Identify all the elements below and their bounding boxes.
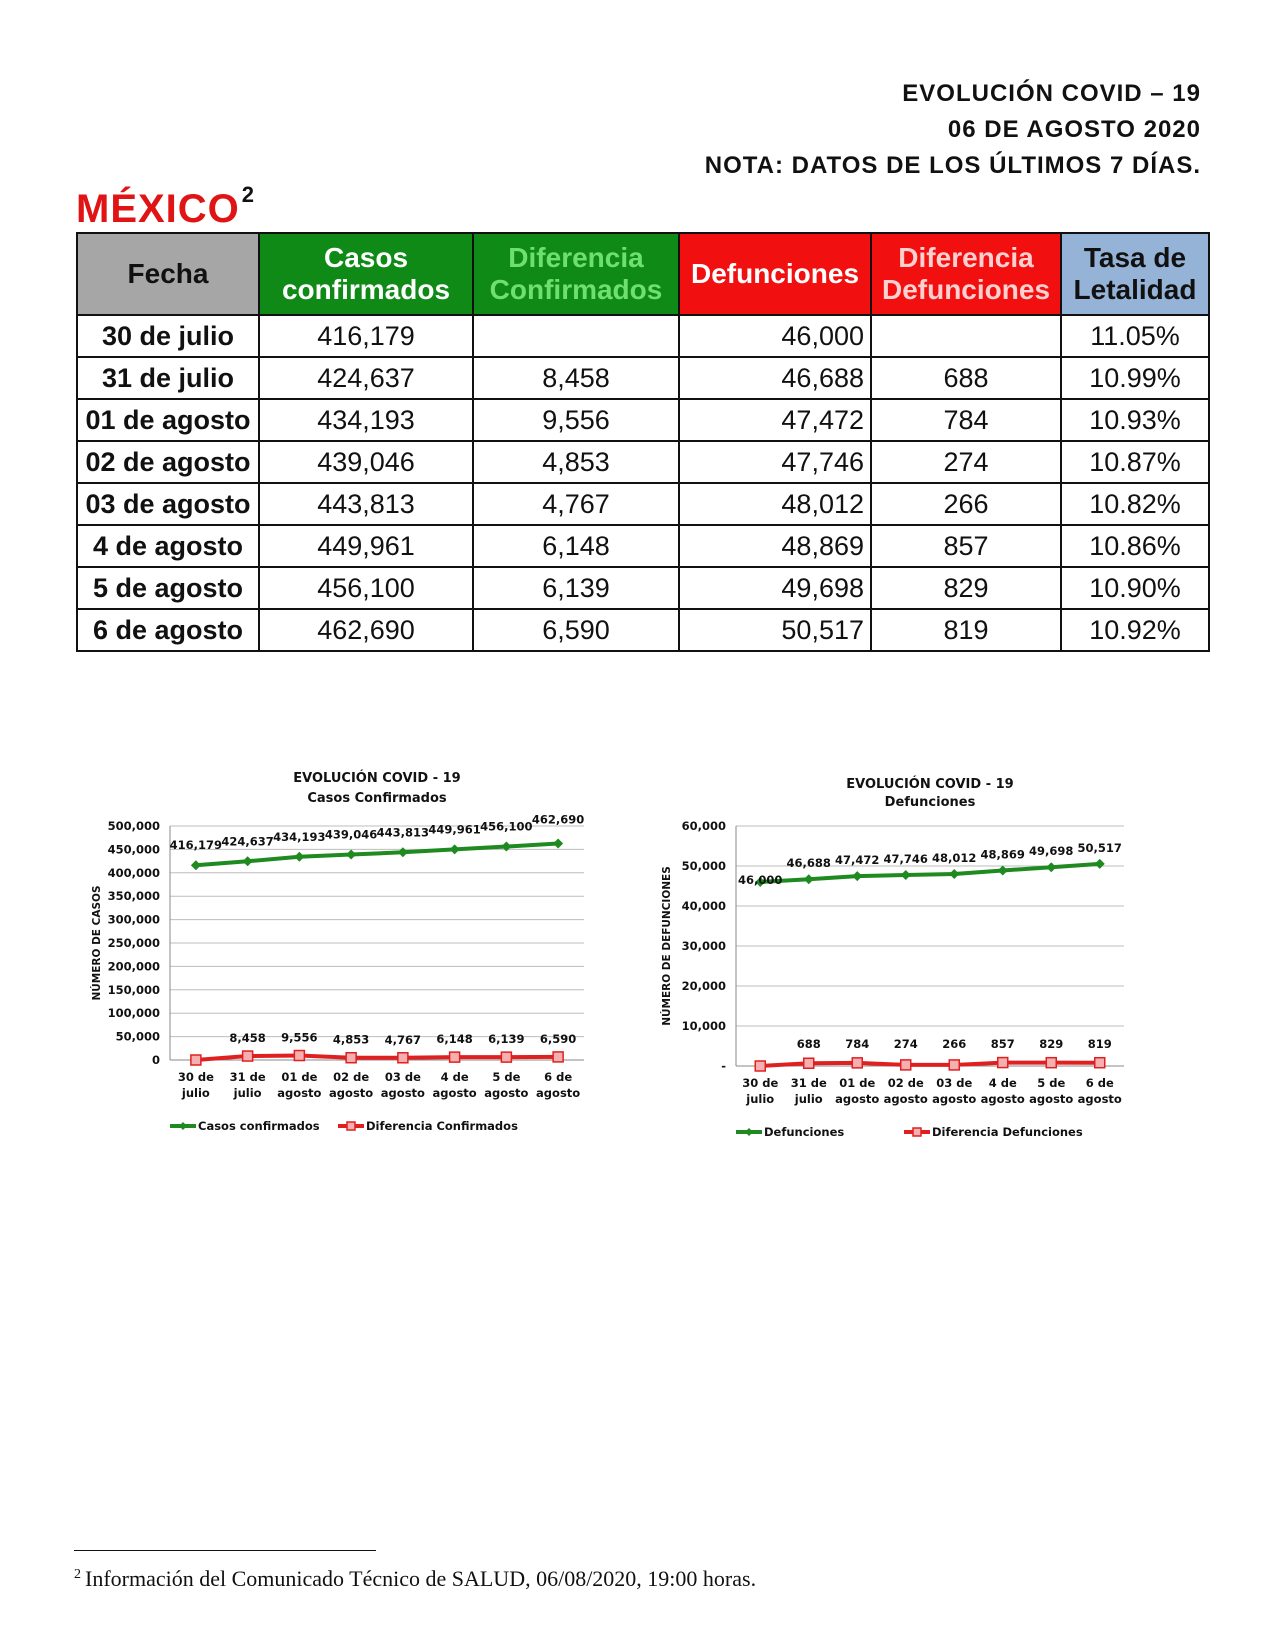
cell-fecha: 03 de agosto xyxy=(77,483,259,525)
cell-dif-confirmados: 6,590 xyxy=(473,609,679,651)
y-tick-label: 250,000 xyxy=(107,936,160,950)
data-label: 434,193 xyxy=(273,829,326,844)
cell-fecha: 5 de agosto xyxy=(77,567,259,609)
cell-defunciones: 49,698 xyxy=(679,567,871,609)
chart-svg xyxy=(84,760,624,1160)
data-label: 9,556 xyxy=(281,1030,318,1045)
chart-svg xyxy=(654,766,1194,1166)
y-tick-label: 0 xyxy=(151,1053,160,1067)
cell-dif-defunciones: 274 xyxy=(871,441,1061,483)
data-point xyxy=(294,1051,304,1061)
data-label: 424,637 xyxy=(221,834,274,849)
cell-dif-defunciones: 819 xyxy=(871,609,1061,651)
cell-tasa: 10.90% xyxy=(1061,567,1209,609)
x-tick-label: julio xyxy=(746,1092,775,1106)
cell-defunciones: 48,869 xyxy=(679,525,871,567)
cell-defunciones: 47,472 xyxy=(679,399,871,441)
data-point xyxy=(1046,862,1056,872)
data-point xyxy=(901,1060,911,1070)
legend-label: Casos confirmados xyxy=(198,1119,320,1133)
footnote-mark: 2 xyxy=(74,1567,81,1582)
data-label: 48,012 xyxy=(932,850,977,865)
x-tick-label: 02 de xyxy=(333,1070,370,1084)
data-label: 456,100 xyxy=(480,819,533,834)
x-tick-label: agosto xyxy=(277,1086,322,1100)
cell-tasa: 10.87% xyxy=(1061,441,1209,483)
y-tick-label: 500,000 xyxy=(107,819,160,833)
legend-marker xyxy=(913,1128,921,1136)
data-label: 47,472 xyxy=(835,853,880,868)
x-tick-label: agosto xyxy=(835,1092,880,1106)
cell-defunciones: 47,746 xyxy=(679,441,871,483)
data-point xyxy=(501,1052,511,1062)
header-defunciones: Defunciones xyxy=(679,233,871,315)
cell-dif-defunciones: 784 xyxy=(871,399,1061,441)
cell-casos: 434,193 xyxy=(259,399,473,441)
data-point xyxy=(755,1061,765,1071)
legend-marker xyxy=(179,1122,187,1130)
header-casos-line2: confirmados xyxy=(281,274,451,305)
data-point xyxy=(1095,1058,1105,1068)
data-point xyxy=(294,852,304,862)
x-tick-label: agosto xyxy=(932,1092,977,1106)
data-point xyxy=(998,866,1008,876)
cell-defunciones: 50,517 xyxy=(679,609,871,651)
y-tick-label: 60,000 xyxy=(681,819,726,833)
covid-table xyxy=(76,232,1210,652)
y-tick-label: - xyxy=(721,1059,726,1073)
data-label: 48,869 xyxy=(980,847,1025,862)
x-tick-label: julio xyxy=(181,1086,210,1100)
header-date: 06 DE AGOSTO 2020 xyxy=(947,116,1201,143)
data-point xyxy=(949,1060,959,1070)
x-tick-label: 03 de xyxy=(936,1076,973,1090)
cell-casos: 424,637 xyxy=(259,357,473,399)
y-tick-label: 50,000 xyxy=(681,859,726,873)
cell-casos: 416,179 xyxy=(259,315,473,357)
data-point xyxy=(1046,1058,1056,1068)
cell-fecha: 30 de julio xyxy=(77,315,259,357)
data-label: 266 xyxy=(942,1037,967,1051)
y-tick-label: 30,000 xyxy=(681,939,726,953)
data-point xyxy=(346,850,356,860)
x-tick-label: agosto xyxy=(1029,1092,1074,1106)
header-ddef-line1: Diferencia xyxy=(898,242,1034,273)
cell-tasa: 11.05% xyxy=(1061,315,1209,357)
header-dif-confirmados xyxy=(473,233,679,315)
cell-casos: 439,046 xyxy=(259,441,473,483)
legend-marker xyxy=(745,1128,753,1136)
header-casos-line1: Casos xyxy=(323,242,409,273)
cell-defunciones: 48,012 xyxy=(679,483,871,525)
country-footnote-mark: 2 xyxy=(241,182,256,207)
data-label: 6,590 xyxy=(539,1031,577,1046)
cell-casos: 449,961 xyxy=(259,525,473,567)
x-tick-label: 5 de xyxy=(492,1070,521,1084)
legend-label: Diferencia Confirmados xyxy=(366,1119,518,1133)
cell-fecha: 31 de julio xyxy=(77,357,259,399)
data-point xyxy=(501,842,511,852)
chart-casos-confirmados xyxy=(84,760,624,1160)
y-tick-label: 100,000 xyxy=(107,1006,160,1021)
legend-label: Defunciones xyxy=(764,1125,845,1139)
table-row xyxy=(77,483,1209,525)
x-tick-label: 30 de xyxy=(742,1076,779,1090)
cell-fecha: 6 de agosto xyxy=(77,609,259,651)
data-label: 4,853 xyxy=(332,1032,370,1047)
table-row xyxy=(77,441,1209,483)
data-point xyxy=(450,1052,460,1062)
y-tick-label: 10,000 xyxy=(681,1019,726,1033)
header-dif-defunciones xyxy=(871,233,1061,315)
country-name: MÉXICO xyxy=(76,187,240,231)
data-label: 829 xyxy=(1039,1037,1064,1051)
data-point xyxy=(998,1058,1008,1068)
legend-marker xyxy=(347,1122,355,1130)
cell-tasa: 10.82% xyxy=(1061,483,1209,525)
cell-dif-defunciones: 266 xyxy=(871,483,1061,525)
data-label: 416,179 xyxy=(169,838,223,853)
cell-fecha: 02 de agosto xyxy=(77,441,259,483)
data-label: 50,517 xyxy=(1077,840,1122,855)
y-tick-label: 20,000 xyxy=(681,979,726,993)
cell-dif-defunciones: 829 xyxy=(871,567,1061,609)
data-label: 49,698 xyxy=(1029,844,1074,859)
data-label: 6,139 xyxy=(488,1032,525,1047)
header-ddef-line2: Defunciones xyxy=(881,274,1051,305)
cell-defunciones: 46,000 xyxy=(679,315,871,357)
header-fecha: Fecha xyxy=(77,233,259,315)
data-point xyxy=(852,1058,862,1068)
y-tick-label: 150,000 xyxy=(107,982,160,997)
cell-tasa: 10.86% xyxy=(1061,525,1209,567)
data-label: 443,813 xyxy=(376,825,430,840)
chart-title: EVOLUCIÓN COVID - 19 xyxy=(846,777,1014,792)
chart-defunciones xyxy=(654,766,1194,1166)
x-tick-label: julio xyxy=(233,1086,262,1100)
footnote xyxy=(74,1566,756,1592)
x-tick-label: 4 de xyxy=(988,1076,1017,1090)
x-tick-label: 31 de xyxy=(229,1070,266,1084)
y-tick-label: 450,000 xyxy=(107,842,160,857)
data-label: 784 xyxy=(845,1037,870,1051)
data-label: 462,690 xyxy=(531,812,585,827)
cell-tasa: 10.93% xyxy=(1061,399,1209,441)
legend-label: Diferencia Defunciones xyxy=(932,1125,1083,1139)
cell-dif-defunciones xyxy=(871,315,1061,357)
cell-casos: 443,813 xyxy=(259,483,473,525)
data-point xyxy=(346,1053,356,1063)
header-note: NOTA: DATOS DE LOS ÚLTIMOS 7 DÍAS. xyxy=(704,152,1201,179)
header-dconf-line2: Confirmados xyxy=(489,274,663,305)
footnote-separator xyxy=(74,1550,376,1551)
y-axis-label: NÚMERO DE DEFUNCIONES xyxy=(661,866,673,1026)
chart-subtitle: Casos Confirmados xyxy=(307,791,447,806)
data-point xyxy=(191,1055,201,1065)
data-label: 274 xyxy=(893,1037,918,1051)
chart-subtitle: Defunciones xyxy=(884,795,976,810)
y-tick-label: 300,000 xyxy=(107,912,160,927)
y-tick-label: 400,000 xyxy=(107,865,160,880)
cell-dif-defunciones: 857 xyxy=(871,525,1061,567)
data-point xyxy=(243,1051,253,1061)
y-tick-label: 350,000 xyxy=(107,889,160,904)
table-row xyxy=(77,525,1209,567)
x-tick-label: 02 de xyxy=(887,1076,924,1090)
x-tick-label: 31 de xyxy=(790,1076,827,1090)
cell-tasa: 10.99% xyxy=(1061,357,1209,399)
x-tick-label: agosto xyxy=(980,1092,1025,1106)
data-point xyxy=(553,1052,563,1062)
cell-casos: 456,100 xyxy=(259,567,473,609)
data-point xyxy=(450,844,460,854)
chart-title: EVOLUCIÓN COVID - 19 xyxy=(293,771,461,786)
cell-dif-confirmados: 6,148 xyxy=(473,525,679,567)
data-label: 6,148 xyxy=(436,1032,473,1047)
x-tick-label: 4 de xyxy=(440,1070,469,1084)
x-tick-label: agosto xyxy=(536,1086,581,1100)
cell-fecha: 4 de agosto xyxy=(77,525,259,567)
x-tick-label: 03 de xyxy=(384,1070,421,1084)
data-label: 4,767 xyxy=(384,1032,422,1047)
cell-fecha: 01 de agosto xyxy=(77,399,259,441)
x-tick-label: agosto xyxy=(1077,1092,1122,1106)
cell-dif-confirmados: 4,853 xyxy=(473,441,679,483)
x-tick-label: agosto xyxy=(380,1086,425,1100)
data-point xyxy=(553,838,563,848)
cell-dif-confirmados: 8,458 xyxy=(473,357,679,399)
x-tick-label: 30 de xyxy=(177,1070,214,1084)
x-tick-label: agosto xyxy=(329,1086,374,1100)
data-point xyxy=(804,874,814,884)
table-row xyxy=(77,315,1209,357)
data-label: 449,961 xyxy=(428,822,481,837)
x-tick-label: julio xyxy=(794,1092,823,1106)
report-header xyxy=(705,76,1201,184)
data-label: 688 xyxy=(796,1037,821,1051)
data-label: 857 xyxy=(990,1037,1015,1051)
x-tick-label: 5 de xyxy=(1037,1076,1066,1090)
header-tasa xyxy=(1061,233,1209,315)
cell-tasa: 10.92% xyxy=(1061,609,1209,651)
data-point xyxy=(243,856,253,866)
table-row xyxy=(77,609,1209,651)
cell-dif-confirmados: 9,556 xyxy=(473,399,679,441)
header-title: EVOLUCIÓN COVID – 19 xyxy=(902,80,1201,107)
y-tick-label: 50,000 xyxy=(115,1029,160,1044)
footnote-text: Información del Comunicado Técnico de SALUD, 06/08/2020, 19:00 horas. xyxy=(85,1566,757,1591)
cell-dif-defunciones: 688 xyxy=(871,357,1061,399)
header-tasa-line1: Tasa de xyxy=(1083,242,1187,273)
x-tick-label: agosto xyxy=(484,1086,529,1100)
table-header-row xyxy=(77,233,1209,315)
data-point xyxy=(852,871,862,881)
data-label: 439,046 xyxy=(324,827,378,842)
y-axis-label: NÚMERO DE CASOS xyxy=(91,885,103,1001)
header-tasa-line2: Letalidad xyxy=(1073,274,1197,305)
country-title xyxy=(76,182,255,232)
data-label: 8,458 xyxy=(229,1031,266,1046)
data-label: 46,688 xyxy=(786,856,831,871)
y-tick-label: 40,000 xyxy=(681,899,726,913)
cell-dif-confirmados: 6,139 xyxy=(473,567,679,609)
data-point xyxy=(191,860,201,870)
x-tick-label: 01 de xyxy=(839,1076,876,1090)
data-label: 819 xyxy=(1087,1037,1112,1051)
cell-dif-confirmados xyxy=(473,315,679,357)
data-point xyxy=(804,1058,814,1068)
x-tick-label: agosto xyxy=(432,1086,477,1100)
data-point xyxy=(398,847,408,857)
data-point xyxy=(901,870,911,880)
data-point xyxy=(1095,859,1105,869)
cell-defunciones: 46,688 xyxy=(679,357,871,399)
data-label: 46,000 xyxy=(738,873,783,887)
data-point xyxy=(949,869,959,879)
y-tick-label: 200,000 xyxy=(107,959,160,974)
data-point xyxy=(398,1053,408,1063)
x-tick-label: agosto xyxy=(883,1092,928,1106)
x-tick-label: 6 de xyxy=(544,1070,573,1084)
table-row xyxy=(77,567,1209,609)
cell-casos: 462,690 xyxy=(259,609,473,651)
x-tick-label: 6 de xyxy=(1085,1076,1114,1090)
header-casos xyxy=(259,233,473,315)
header-dconf-line1: Diferencia xyxy=(508,242,644,273)
table-row xyxy=(77,399,1209,441)
data-label: 47,746 xyxy=(883,852,928,867)
x-tick-label: 01 de xyxy=(281,1070,318,1084)
table-row xyxy=(77,357,1209,399)
cell-dif-confirmados: 4,767 xyxy=(473,483,679,525)
